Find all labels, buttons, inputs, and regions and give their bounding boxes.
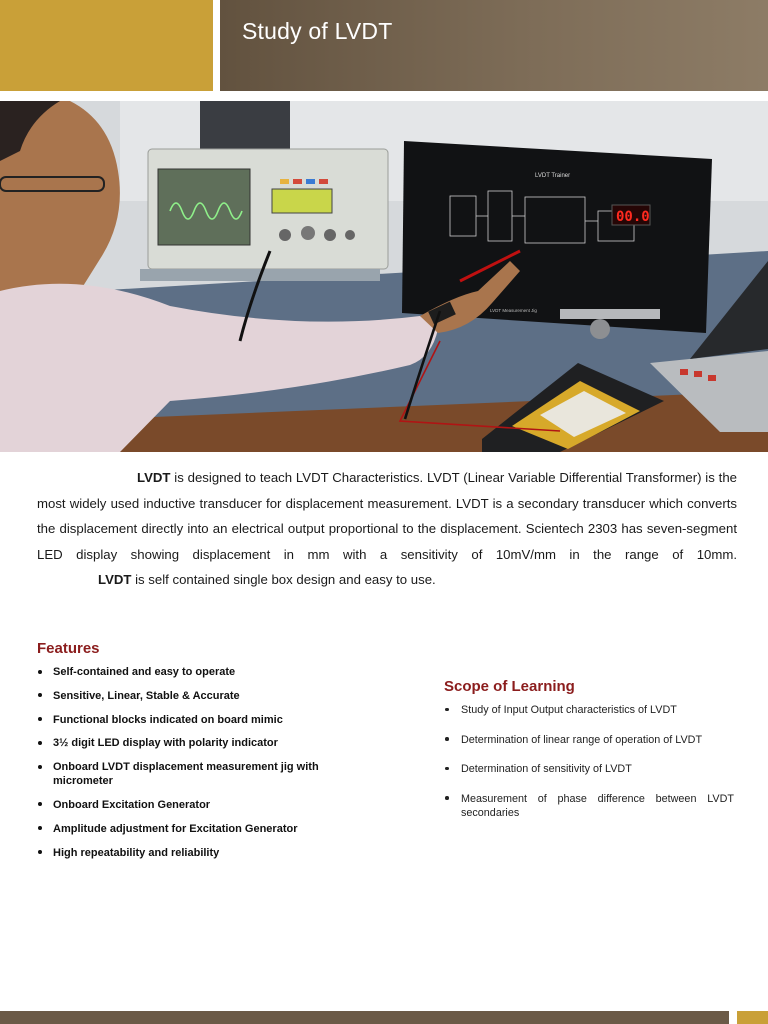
- intro-text: [37, 465, 737, 593]
- scope-item: Determination of sensitivity of LVDT: [444, 762, 734, 776]
- intro-closing-line: [37, 567, 737, 593]
- feature-item: Sensitive, Linear, Stable & Accurate: [37, 689, 377, 703]
- footer-gold-block: [737, 1011, 768, 1024]
- scope-item: Determination of linear range of operation of LVDT: [444, 733, 734, 747]
- intro-closing-text: is self contained single box design and easy to use.: [131, 572, 436, 587]
- header-gold-block: [0, 0, 213, 91]
- feature-item: Onboard Excitation Generator: [37, 798, 377, 812]
- feature-item: Functional blocks indicated on board mimic: [37, 713, 377, 727]
- feature-item: High repeatability and reliability: [37, 846, 377, 860]
- scope-item: Study of Input Output characteristics of LVDT: [444, 703, 734, 717]
- footer-brown-bar: [0, 1011, 729, 1024]
- features-heading: Features: [37, 640, 100, 657]
- intro-bold-term: LVDT: [137, 470, 171, 485]
- product-photo: [0, 101, 768, 452]
- feature-item: Amplitude adjustment for Excitation Generator: [37, 822, 377, 836]
- header-title-bar: [220, 0, 768, 91]
- intro-closing-bold-term: LVDT: [98, 572, 132, 587]
- feature-item: Onboard LVDT displacement measurement jig with micrometer: [37, 760, 377, 788]
- led-display: 00.0: [616, 209, 650, 225]
- scope-heading: Scope of Learning: [444, 678, 575, 695]
- intro-paragraph-text: is designed to teach LVDT Characteristics. LVDT (Linear Variable Differential Transformer) is the most widely used inductive transducer for displacement measurement. LVDT is a secondary transducer which converts the displacement directly into an electrical output proportional to the displacement. Scientech 2303 has seven-segment LED display showing displacement in mm with a sensitivity of 10mV/mm in the range of 10mm.: [37, 470, 737, 562]
- oscilloscope: [140, 149, 388, 281]
- scope-item: Measurement of phase difference between LVDT secondaries: [444, 792, 734, 820]
- feature-item: Self-contained and easy to operate: [37, 665, 377, 679]
- page-title: Study of LVDT: [242, 18, 393, 44]
- features-section: [37, 640, 377, 869]
- jig-label: LVDT Measurement Jig: [490, 308, 537, 313]
- panel-title-label: LVDT Trainer: [535, 173, 571, 179]
- scope-list: [444, 703, 734, 820]
- feature-item: 3½ digit LED display with polarity indicator: [37, 736, 377, 750]
- features-list: [37, 665, 377, 860]
- intro-paragraph: [37, 465, 737, 567]
- scope-section: [444, 678, 734, 835]
